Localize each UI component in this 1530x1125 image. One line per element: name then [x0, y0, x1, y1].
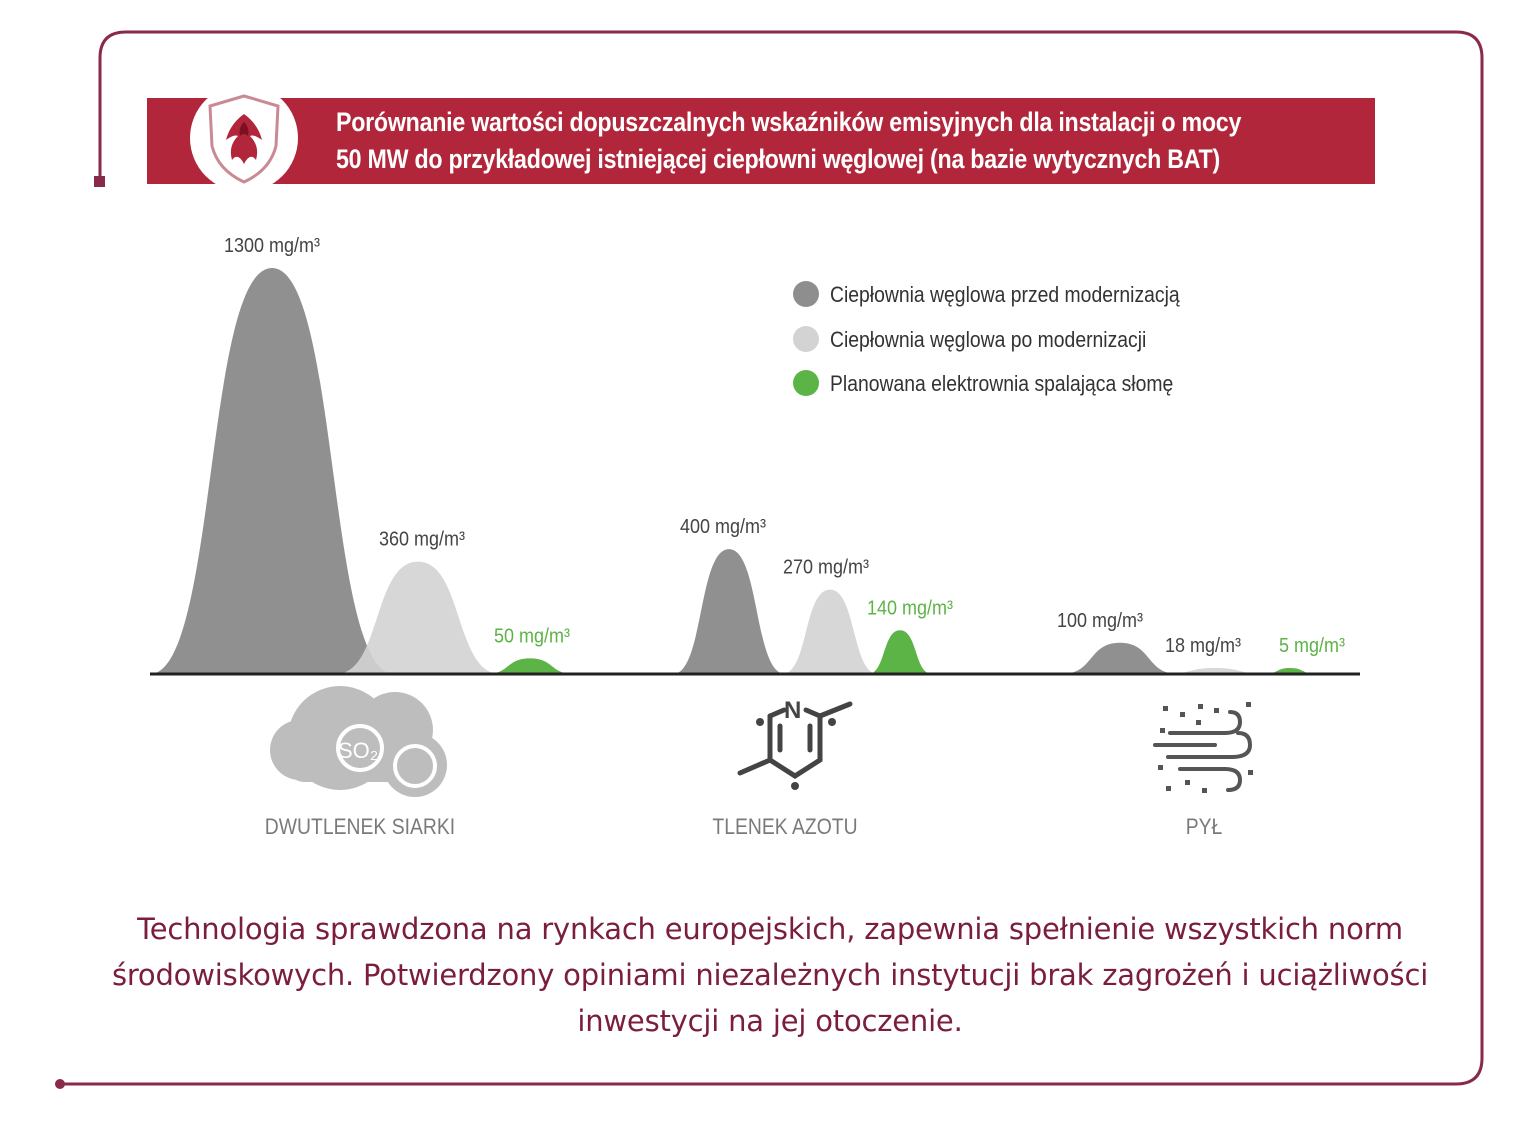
- peak-0-1: [673, 549, 785, 674]
- value-label-0-2: 100 mg/m³: [1057, 609, 1143, 633]
- peak-2-0: [486, 658, 574, 674]
- category-label-so2: DWUTLENEK SIARKI: [264, 814, 456, 840]
- title-line-1: Porównanie wartości dopuszczalnych wskaźników emisyjnych dla instalacji o mocy: [336, 107, 1242, 137]
- legend-label-before: Ciepłownia węglowa przed modernizacją: [829, 282, 1180, 308]
- chart-legend: [793, 281, 1180, 396]
- so2-cloud-icon: [270, 686, 447, 797]
- footer-line-2: środowiskowych. Potwierdzony opiniami niezależnych instytucji brak zagrożeń i uciążliwości: [111, 958, 1429, 992]
- value-label-1-1: 270 mg/m³: [783, 556, 869, 579]
- peak-0-0: [150, 268, 394, 674]
- footer-statement: [100, 906, 1440, 1044]
- value-label-0-0: 1300 mg/m³: [224, 235, 320, 258]
- value-label-2-2: 5 mg/m³: [1279, 635, 1345, 658]
- peak-2-1: [868, 630, 932, 674]
- legend-label-after: Ciepłownia węglowa po modernizacji: [829, 327, 1147, 353]
- nitrogen-icon-text: N: [784, 697, 802, 724]
- footer-line-3: inwestycji na jej otoczenie.: [577, 1004, 963, 1038]
- so2-icon-text: SO₂: [338, 738, 379, 763]
- footer-line-1: Technologia sprawdzona na rynkach europejskich, zapewnia spełnienie wszystkich norm: [137, 912, 1403, 946]
- peak-0-2: [1062, 643, 1178, 674]
- value-label-2-1: 140 mg/m³: [867, 597, 953, 620]
- value-label-2-0: 50 mg/m³: [494, 625, 570, 648]
- legend-marker-before: [793, 281, 819, 307]
- value-label-1-0: 360 mg/m³: [379, 528, 465, 551]
- dust-wind-icon: [1155, 702, 1253, 793]
- category-label-nox: TLENEK AZOTU: [712, 814, 858, 840]
- legend-marker-after: [793, 326, 819, 352]
- value-label-0-1: 400 mg/m³: [680, 516, 766, 539]
- legend-label-planned: Planowana elektrownia spalająca słomę: [829, 371, 1174, 397]
- peak-1-1: [782, 590, 878, 674]
- category-label-dust: PYŁ: [1185, 814, 1223, 840]
- value-label-1-2: 18 mg/m³: [1165, 635, 1241, 658]
- title-line-2: 50 MW do przykładowej istniejącej ciepłowni węglowej (na bazie wytycznych BAT): [336, 144, 1220, 174]
- nitrogen-molecule-icon: [740, 697, 850, 790]
- category-labels: [265, 815, 1222, 839]
- legend-marker-planned: [793, 370, 819, 396]
